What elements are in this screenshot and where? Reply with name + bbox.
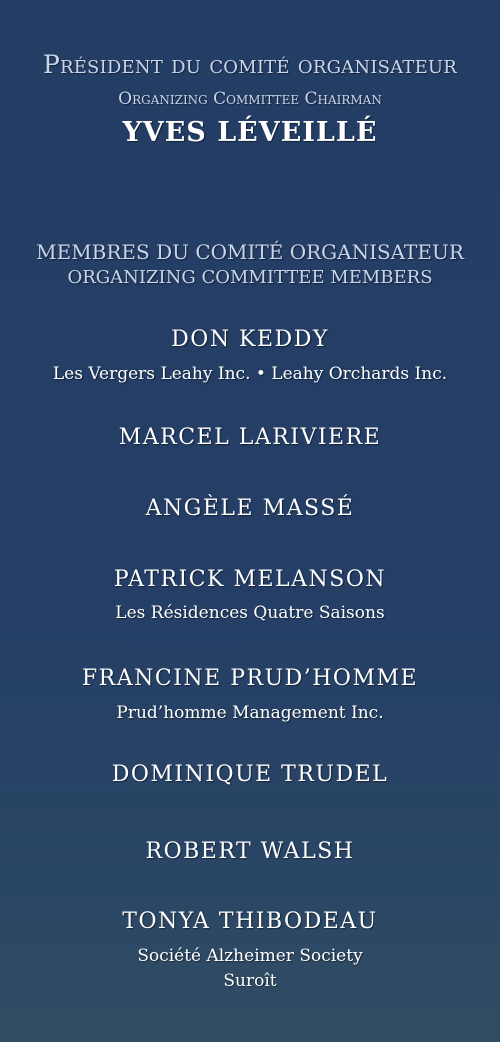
chairman-title-en: Organizing Committee Chairman — [118, 89, 382, 109]
member-organization: Les Résidences Quatre Saisons — [115, 603, 385, 623]
chairman-title-fr: Président du comité organisateur — [42, 50, 458, 79]
member-organization: Société Alzheimer Society — [137, 946, 363, 966]
member-name: ANGÈLE MASSÉ — [145, 496, 355, 521]
member-organization-line-2: Suroît — [223, 971, 277, 991]
member-name: ROBERT WALSH — [145, 839, 355, 864]
member-organization: Les Vergers Leahy Inc. • Leahy Orchards Inc. — [52, 364, 448, 384]
member-name: DON KEDDY — [171, 327, 329, 352]
members-section-title-fr: MEMBRES DU COMITÉ ORGANISATEUR — [36, 240, 464, 264]
member-name: FRANCINE PRUD’HOMME — [81, 666, 419, 691]
member-name: DOMINIQUE TRUDEL — [111, 762, 389, 787]
members-section-title-en: ORGANIZING COMMITTEE MEMBERS — [67, 267, 433, 288]
member-organization: Prud’homme Management Inc. — [116, 703, 384, 723]
member-name: MARCEL LARIVIERE — [118, 425, 382, 450]
chairman-name: YVES LÉVEILLÉ — [122, 117, 378, 148]
member-name: TONYA THIBODEAU — [122, 909, 378, 934]
member-name: PATRICK MELANSON — [113, 567, 387, 592]
